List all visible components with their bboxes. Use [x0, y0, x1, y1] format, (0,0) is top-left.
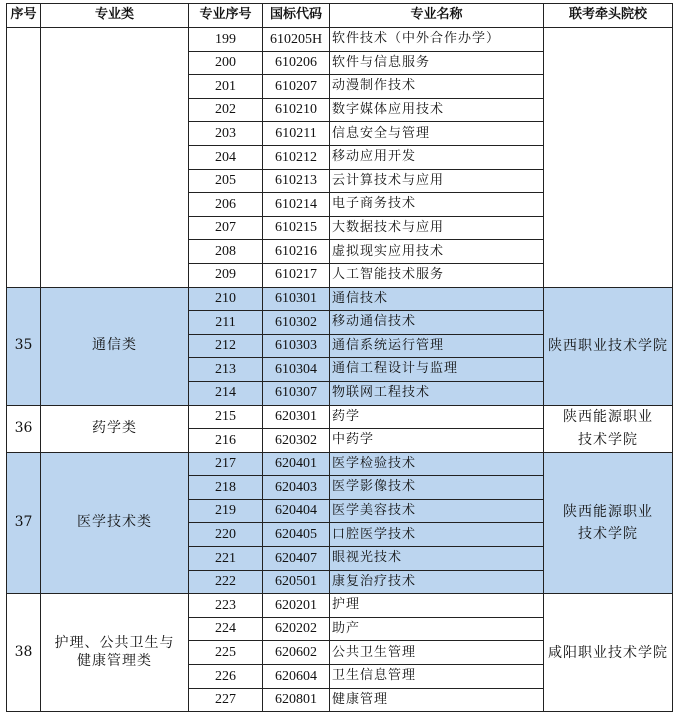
table-body	[7, 28, 673, 712]
header-code: 国标代码	[263, 4, 330, 28]
major-code: 610215	[263, 216, 330, 240]
group-number	[7, 28, 41, 288]
major-name: 康复治疗技术	[330, 570, 544, 594]
major-seq: 215	[189, 405, 263, 429]
major-code: 610303	[263, 334, 330, 358]
table-row	[7, 594, 673, 618]
major-seq: 211	[189, 311, 263, 335]
majors-table	[6, 3, 673, 712]
major-code: 620801	[263, 688, 330, 712]
group-category	[41, 28, 189, 288]
major-name: 电子商务技术	[330, 193, 544, 217]
major-seq: 200	[189, 51, 263, 75]
major-name: 医学检验技术	[330, 452, 544, 476]
major-code: 610212	[263, 145, 330, 169]
major-name: 云计算技术与应用	[330, 169, 544, 193]
table-row	[7, 452, 673, 476]
major-name: 公共卫生管理	[330, 641, 544, 665]
lead-college	[544, 28, 673, 288]
group-number: 35	[7, 287, 41, 405]
major-code: 610216	[263, 240, 330, 264]
major-code: 610302	[263, 311, 330, 335]
major-seq: 205	[189, 169, 263, 193]
header-seq: 专业序号	[189, 4, 263, 28]
header-no: 序号	[7, 4, 41, 28]
major-code: 620403	[263, 476, 330, 500]
major-seq: 216	[189, 429, 263, 453]
major-seq: 219	[189, 499, 263, 523]
major-seq: 204	[189, 145, 263, 169]
major-code: 610304	[263, 358, 330, 382]
major-code: 620401	[263, 452, 330, 476]
major-name: 中药学	[330, 429, 544, 453]
major-name: 药学	[330, 405, 544, 429]
major-name: 人工智能技术服务	[330, 263, 544, 287]
major-name: 护理	[330, 594, 544, 618]
major-seq: 223	[189, 594, 263, 618]
major-seq: 224	[189, 617, 263, 641]
major-code: 620604	[263, 665, 330, 689]
major-name: 移动通信技术	[330, 311, 544, 335]
header-category: 专业类	[41, 4, 189, 28]
major-seq: 208	[189, 240, 263, 264]
major-name: 软件与信息服务	[330, 51, 544, 75]
major-seq: 220	[189, 523, 263, 547]
group-category: 护理、公共卫生与 健康管理类	[41, 594, 189, 712]
major-name: 通信工程设计与监理	[330, 358, 544, 382]
major-seq: 217	[189, 452, 263, 476]
major-seq: 214	[189, 381, 263, 405]
major-code: 610207	[263, 75, 330, 99]
group-category: 医学技术类	[41, 452, 189, 594]
major-seq: 202	[189, 98, 263, 122]
major-name: 大数据技术与应用	[330, 216, 544, 240]
major-name: 数字媒体应用技术	[330, 98, 544, 122]
lead-college: 陕西能源职业 技术学院	[544, 405, 673, 452]
table-row	[7, 405, 673, 429]
major-name: 医学美容技术	[330, 499, 544, 523]
major-seq: 218	[189, 476, 263, 500]
major-code: 620602	[263, 641, 330, 665]
major-seq: 221	[189, 547, 263, 571]
major-name: 眼视光技术	[330, 547, 544, 571]
major-code: 610210	[263, 98, 330, 122]
major-name: 医学影像技术	[330, 476, 544, 500]
major-seq: 222	[189, 570, 263, 594]
major-code: 620405	[263, 523, 330, 547]
lead-college: 陕西职业技术学院	[544, 287, 673, 405]
lead-college: 咸阳职业技术学院	[544, 594, 673, 712]
major-seq: 207	[189, 216, 263, 240]
lead-college: 陕西能源职业 技术学院	[544, 452, 673, 594]
major-code: 610206	[263, 51, 330, 75]
major-name: 物联网工程技术	[330, 381, 544, 405]
major-name: 信息安全与管理	[330, 122, 544, 146]
major-name: 通信技术	[330, 287, 544, 311]
major-seq: 206	[189, 193, 263, 217]
table-row	[7, 28, 673, 52]
header-college: 联考牵头院校	[544, 4, 673, 28]
major-code: 610213	[263, 169, 330, 193]
major-seq: 213	[189, 358, 263, 382]
major-name: 健康管理	[330, 688, 544, 712]
major-code: 620302	[263, 429, 330, 453]
major-code: 620501	[263, 570, 330, 594]
major-seq: 226	[189, 665, 263, 689]
major-name: 动漫制作技术	[330, 75, 544, 99]
major-code: 610214	[263, 193, 330, 217]
group-number: 37	[7, 452, 41, 594]
major-name: 虚拟现实应用技术	[330, 240, 544, 264]
major-code: 620201	[263, 594, 330, 618]
major-seq: 209	[189, 263, 263, 287]
major-code: 610301	[263, 287, 330, 311]
major-code: 610205H	[263, 28, 330, 52]
group-category: 通信类	[41, 287, 189, 405]
group-category: 药学类	[41, 405, 189, 452]
major-code: 620202	[263, 617, 330, 641]
table-header-row	[7, 4, 673, 28]
major-code: 620407	[263, 547, 330, 571]
major-name: 移动应用开发	[330, 145, 544, 169]
major-seq: 199	[189, 28, 263, 52]
major-code: 620301	[263, 405, 330, 429]
major-name: 卫生信息管理	[330, 665, 544, 689]
major-seq: 225	[189, 641, 263, 665]
major-code: 610211	[263, 122, 330, 146]
major-seq: 227	[189, 688, 263, 712]
header-name: 专业名称	[330, 4, 544, 28]
major-name: 助产	[330, 617, 544, 641]
major-name: 通信系统运行管理	[330, 334, 544, 358]
major-seq: 212	[189, 334, 263, 358]
major-code: 620404	[263, 499, 330, 523]
major-seq: 201	[189, 75, 263, 99]
major-seq: 210	[189, 287, 263, 311]
major-code: 610217	[263, 263, 330, 287]
major-name: 软件技术（中外合作办学）	[330, 28, 544, 52]
major-seq: 203	[189, 122, 263, 146]
major-code: 610307	[263, 381, 330, 405]
group-number: 38	[7, 594, 41, 712]
major-name: 口腔医学技术	[330, 523, 544, 547]
group-number: 36	[7, 405, 41, 452]
table-row	[7, 287, 673, 311]
